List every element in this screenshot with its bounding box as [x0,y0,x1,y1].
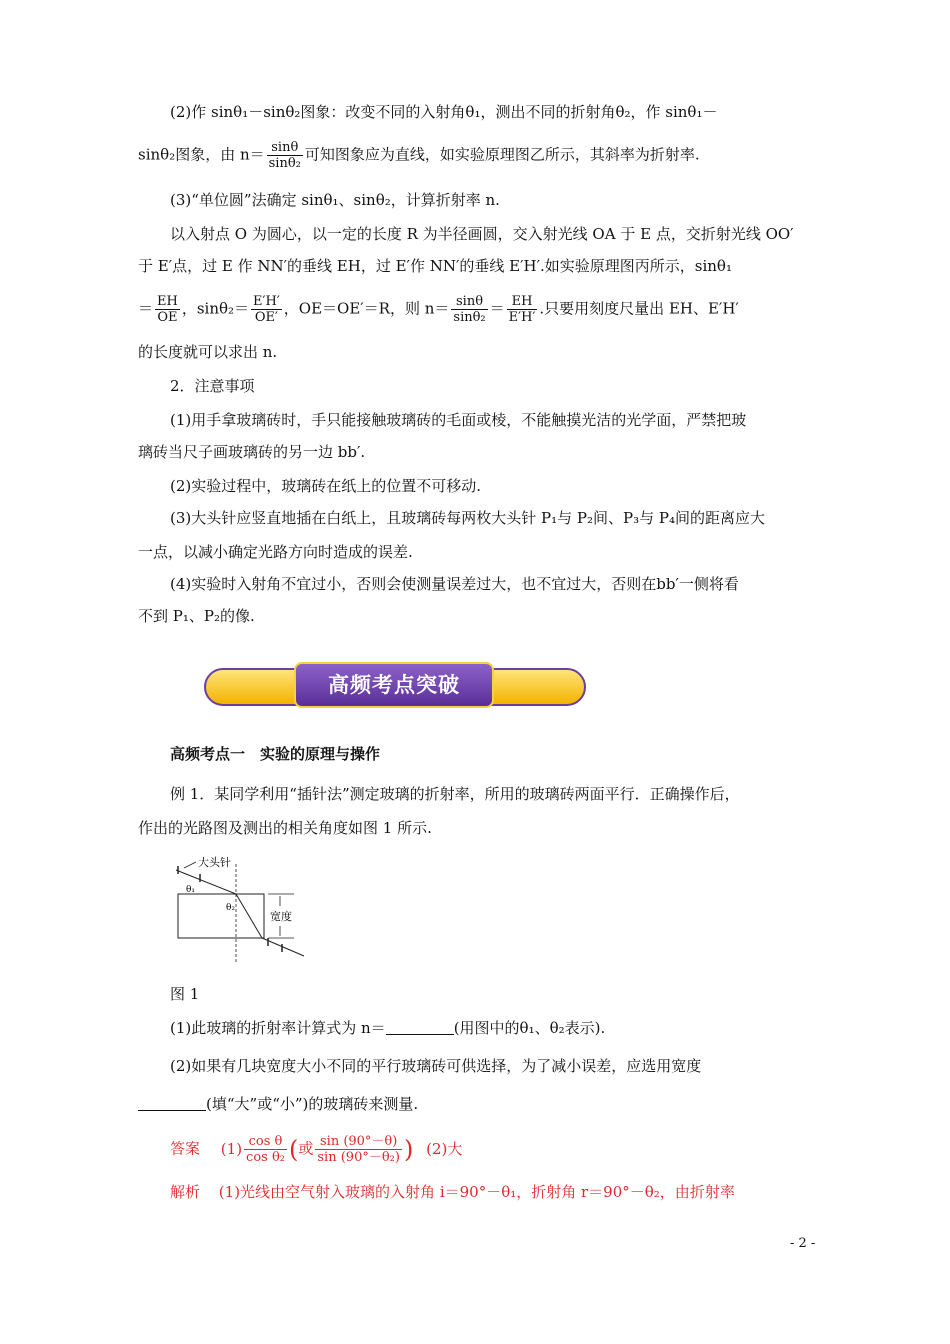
text-run: ，OE＝OE′＝R，则 n＝ [283,299,450,318]
answer-label: 答案 [170,1139,201,1158]
denominator: OE′ [254,310,278,325]
text-line: (3)“单位圆”法确定 sinθ₁、sinθ₂，计算折射率 n. [170,191,500,209]
width-label: 宽度 [270,910,292,923]
denominator: E′H′ [508,310,536,325]
page-number: - 2 - [790,1236,816,1251]
banner-title: 高频考点突破 [294,662,494,708]
answer-blank[interactable] [386,1020,454,1035]
text-line: 以入射点 O 为圆心，以一定的长度 R 为半径画圆，交入射光线 OA 于 E 点，交折射光线 OO′ [170,225,794,243]
text-line: 不到 P₁、P₂的像. [138,607,255,625]
analysis-line [170,1182,850,1202]
text-run: (1)光线由空气射入玻璃的入射角 i＝90°－θ₁，折射角 r＝90°－θ₂，由折射率 [218,1183,735,1201]
text-run: 可知图象应为直线，如实验原理图乙所示，其斜率为折射率. [304,145,700,164]
text-line: 例 1．某同学利用“插针法”测定玻璃的折射率，所用的玻璃砖两面平行．正确操作后， [170,785,740,803]
section-banner [204,662,586,710]
question-2-cont [138,1094,818,1114]
numerator: sinθ [267,140,303,156]
text-line: 作出的光路图及测出的相关角度如图 1 所示. [138,819,432,837]
text-line: 一点，以减小确定光路方向时造成的误差. [138,543,413,561]
text-line [138,294,818,325]
analysis-label: 解析 [170,1183,201,1201]
glass-block [178,894,264,938]
text-line: (2)实验过程中，玻璃砖在纸上的位置不可移动. [170,477,482,495]
numerator: EH [507,294,538,310]
light-path-figure [170,856,310,968]
text-line: 璃砖当尺子画玻璃砖的另一边 bb′. [138,443,366,461]
text-run: (填“大”或“小”)的玻璃砖来测量. [206,1095,419,1113]
answer-blank[interactable] [138,1096,206,1111]
text-run: .只要用刻度尺量出 EH、E′H′ [539,299,739,318]
figure-caption: 图 1 [170,985,200,1003]
text-line: (4)实验时入射角不宜过小，否则会使测量误差过大，也不宜过大，否则在bb′一侧将看 [170,575,739,593]
text-run: ＝ [138,299,154,318]
text-run: (1)此玻璃的折射率计算式为 n＝ [170,1019,386,1037]
text-line [138,140,818,171]
theta1-label: θ₁ [186,885,196,895]
denominator: sinθ₂ [453,310,486,325]
text-run: (1) [220,1139,243,1158]
text-run: (2)大 [426,1139,463,1158]
answer-line [170,1134,850,1165]
question-1 [170,1018,850,1038]
text-line: 于 E′点，过 E 作 NN′的垂线 EH，过 E′作 NN′的垂线 E′H′.如实验原理图丙所示，sinθ₁ [138,257,732,275]
numerator: E′H′ [253,294,280,309]
text-line: (3)大头针应竖直地插在白纸上，且玻璃砖每两枚大头针 P₁与 P₂间、P₃与 P₄间的距离应大 [170,509,765,527]
pin-label-leader [184,862,196,868]
numerator: EH [157,294,178,309]
incident-ray [176,870,236,894]
refracted-ray [236,894,262,938]
fraction [451,294,487,325]
paren-open: ( [289,1135,299,1164]
paren-close: ) [403,1135,414,1164]
denominator: sin (90°－θ₂) [317,1150,400,1165]
pin-label: 大头针 [198,856,231,869]
text-run: 或 [298,1139,314,1158]
text-run: ＝ [489,299,505,318]
fraction [267,140,303,171]
text-run: ，sinθ₂＝ [181,299,250,318]
numerator: sinθ [451,294,487,310]
text-run: (用图中的θ₁、θ₂表示). [453,1019,606,1037]
text-line: (2)作 sinθ₁－sinθ₂图象：改变不同的入射角θ₁，测出不同的折射角θ₂，作 sinθ₁－ [170,103,718,121]
denominator: cos θ₂ [246,1150,285,1165]
fraction [315,1134,402,1165]
theta2-label: θ₂ [226,903,236,913]
numerator: sin (90°－θ) [315,1134,402,1150]
denominator: sinθ₂ [268,156,301,171]
question-2: (2)如果有几块宽度大小不同的平行玻璃砖可供选择，为了减小误差，应选用宽度 [170,1057,702,1075]
fraction [507,294,538,325]
text-line: 的长度就可以求出 n. [138,343,278,361]
section-title: 高频考点一 实验的原理与操作 [170,745,381,763]
denominator: OE [157,310,178,325]
fraction [244,1134,287,1165]
fraction [155,294,180,325]
numerator: cos θ [244,1134,287,1150]
text-line: 2．注意事项 [170,377,255,395]
text-line: (1)用手拿玻璃砖时，手只能接触玻璃砖的毛面或棱，不能触摸光洁的光学面，严禁把玻 [170,411,747,429]
fraction [251,294,282,325]
text-run: sinθ₂图象，由 n＝ [138,145,265,164]
